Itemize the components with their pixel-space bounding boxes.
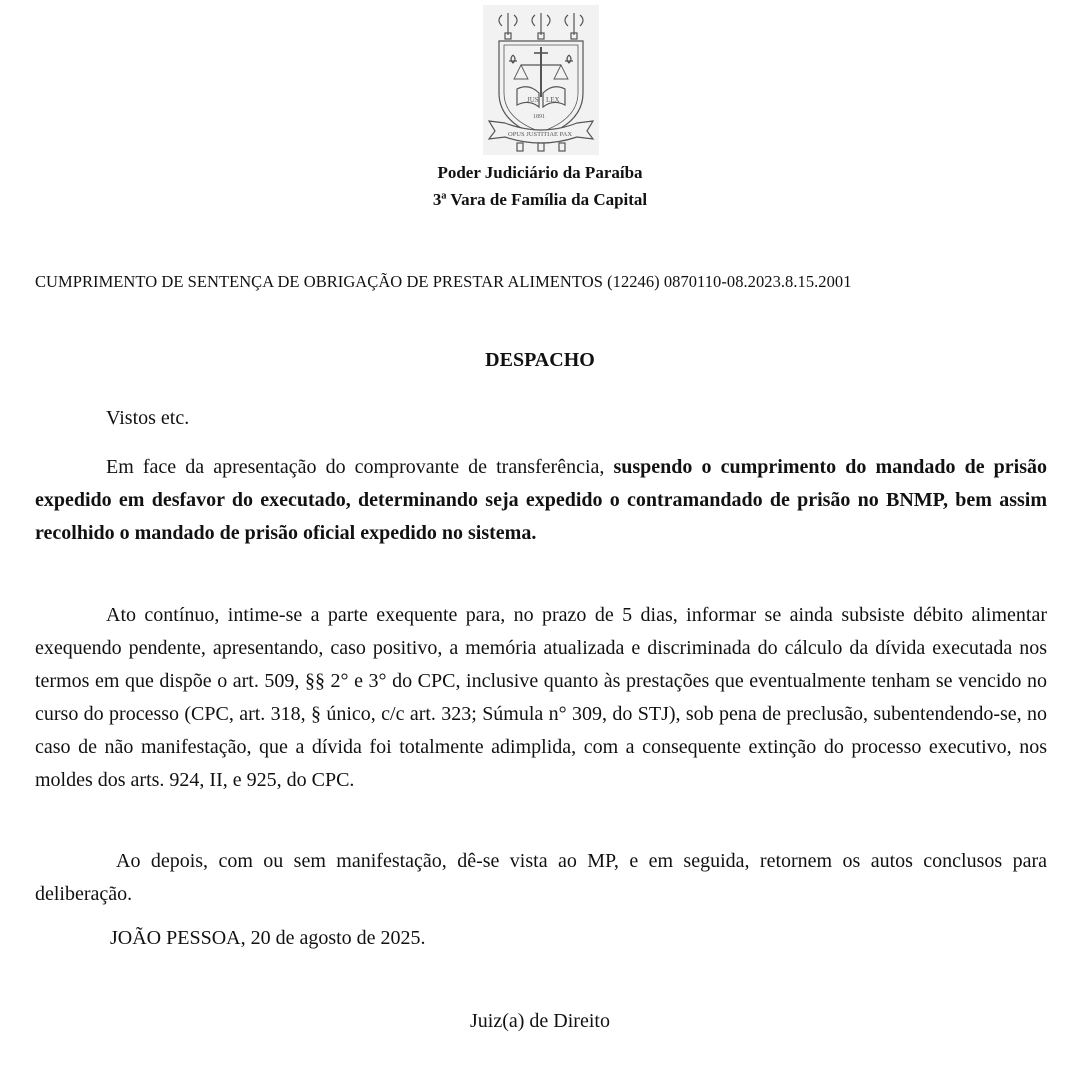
- axe-icon: [532, 13, 550, 39]
- axe-icon: [499, 13, 517, 39]
- date-location: JOÃO PESSOA, 20 de agosto de 2025.: [110, 927, 426, 949]
- svg-text:JUS: JUS: [527, 96, 539, 104]
- fleur-de-lis-icon: [565, 55, 573, 63]
- court-coat-of-arms-icon: [483, 5, 599, 155]
- svg-text:1891: 1891: [533, 114, 545, 120]
- paragraph-notification: [35, 599, 1047, 797]
- svg-text:LEX: LEX: [546, 96, 560, 104]
- court-division: 3ª Vara de Família da Capital: [432, 190, 648, 209]
- paragraph-bold-text: suspendo o cumprimento do mandado de prisão expedido em desfavor do executado, determinando seja expedido o contramandado de prisão no BNMP, bem assim recolhido o mandado de prisão oficial expedido no sistema.: [35, 456, 1047, 544]
- paragraph-suspension: [35, 451, 1047, 550]
- court-name: Poder Judiciário da Paraíba: [437, 163, 643, 182]
- paragraph-text: Ato contínuo, intime-se a parte exequente para, no prazo de 5 dias, informar se ainda subsiste débito alimentar exequendo pendente, apresentando, caso positivo, a memória atualizada e discriminada do cálculo da dívida executada nos termos em que dispõe o art. 509, §§ 2° e 3° do CPC, inclusive quanto às prestações que eventualmente tenham se vencido no curso do processo (CPC, art. 318, § único, c/c art. 323; Súmula n° 309, do STJ), sob pena de preclusão, subentendendo-se, no caso de não manifestação, que a dívida foi totalmente adimplida, com a consequente extinção do processo executivo, nos moldes dos arts. 924, II, e 925, do CPC.: [35, 604, 1047, 791]
- svg-text:OPUS JUSTITIAE PAX: OPUS JUSTITIAE PAX: [508, 131, 573, 138]
- fleur-de-lis-icon: [509, 55, 517, 63]
- opening-text: Vistos etc.: [106, 407, 190, 429]
- paragraph-closing: [35, 845, 1047, 911]
- paragraph-opening: [35, 402, 1047, 435]
- paragraph-text: Ao depois, com ou sem manifestação, dê-se vista ao MP, e em seguida, retornem os autos conclusos para deliberação.: [35, 850, 1047, 905]
- paragraph-text: Em face da apresentação do comprovante de transferência,: [106, 456, 614, 478]
- document-title: DESPACHO: [485, 349, 595, 371]
- axe-icon: [565, 13, 583, 39]
- case-identifier: CUMPRIMENTO DE SENTENÇA DE OBRIGAÇÃO DE PRESTAR ALIMENTOS (12246) 0870110-08.2023.8.15.2001: [35, 272, 852, 291]
- signature-line: Juiz(a) de Direito: [470, 1010, 610, 1032]
